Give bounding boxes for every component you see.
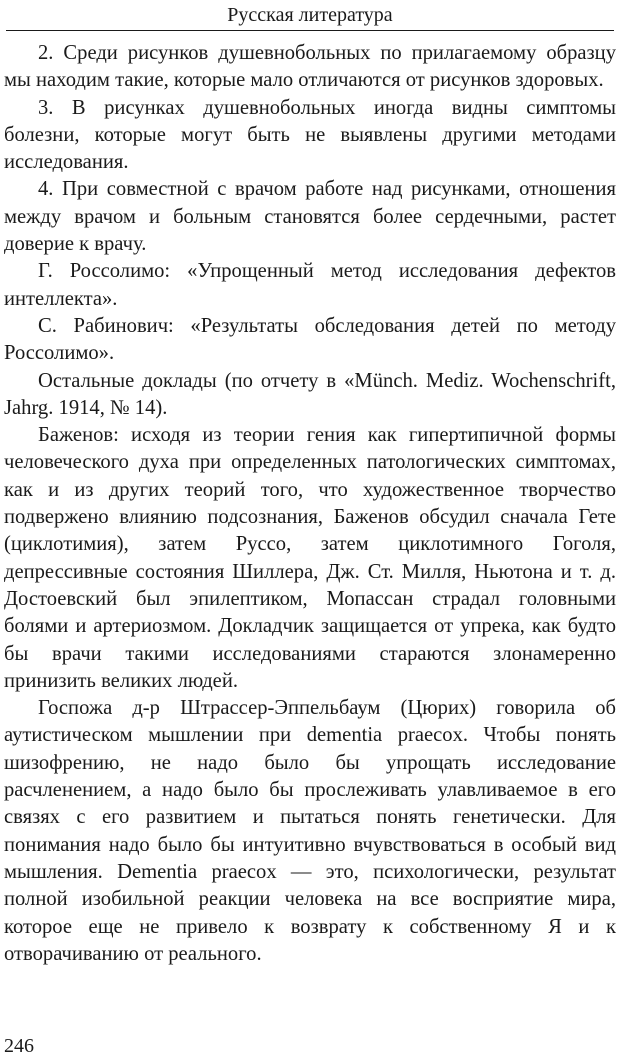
- paragraph-strasser-eppelbaum: Госпожа д-р Штрассер-Эппельбаум (Цюрих) говорила об аутистическом мышлении при dementia praecox. Чтобы понять шизофрению, не надо было бы упрощать исследование расчленением, а надо было бы прослеживать улавливаемое в его связях с его развитием и пытаться понять генетически. Для понимания надо было бы интуитивно вчувствоваться в особый вид мышления. Dementia praecox — это, психологически, результат полной изобильной реакции человека на все восприятие мира, которое еще не привело к возврату к собственному Я и к отворачиванию от реального.: [4, 697, 616, 965]
- paragraph-item-3: 3. В рисунках душевнобольных иногда видны симптомы болезни, которые могут быть не выявлены другими методами исследования.: [4, 96, 616, 174]
- body-text: [4, 40, 616, 968]
- page-number: 246: [4, 1035, 34, 1057]
- paragraph-bazhenov: Баженов: исходя из теории гения как гипертипичной формы человеческого духа при определенных патологических симптомах, как и из других теорий того, что художественное творчество подвержено влиянию подсознания, Баженов обсудил сначала Гете (циклотимия), затем Руссо, затем циклотимного Гоголя, депрессивные состояния Шиллера, Дж. Ст. Милля, Ньютона и т. д. Достоевский был эпилептиком, Мопассан страдал головными болями и артериозмом. Докладчик защищается от упрека, как будто бы врачи такими исследованиями стараются злонамеренно принизить великих людей.: [4, 424, 616, 692]
- running-head: Русская литература: [6, 2, 614, 31]
- paragraph-rabinovich: С. Рабинович: «Результаты обследования детей по методу Россолимо».: [4, 314, 616, 365]
- paragraph-other-reports: Остальные доклады (по отчету в «Münch. Mediz. Wochenschrift, Jahrg. 1914, № 14).: [4, 369, 616, 419]
- paragraph-rossolimo: Г. Россолимо: «Упрощенный метод исследования дефектов интеллекта».: [4, 260, 616, 310]
- paragraph-item-4: 4. При совместной с врачом работе над рисунками, отношения между врачом и больным становятся более сердечными, растет доверие к врачу.: [4, 178, 616, 256]
- paragraph-item-2: 2. Среди рисунков душевнобольных по прилагаемому образцу мы находим такие, которые мало отличаются от рисунков здоровых.: [4, 42, 616, 92]
